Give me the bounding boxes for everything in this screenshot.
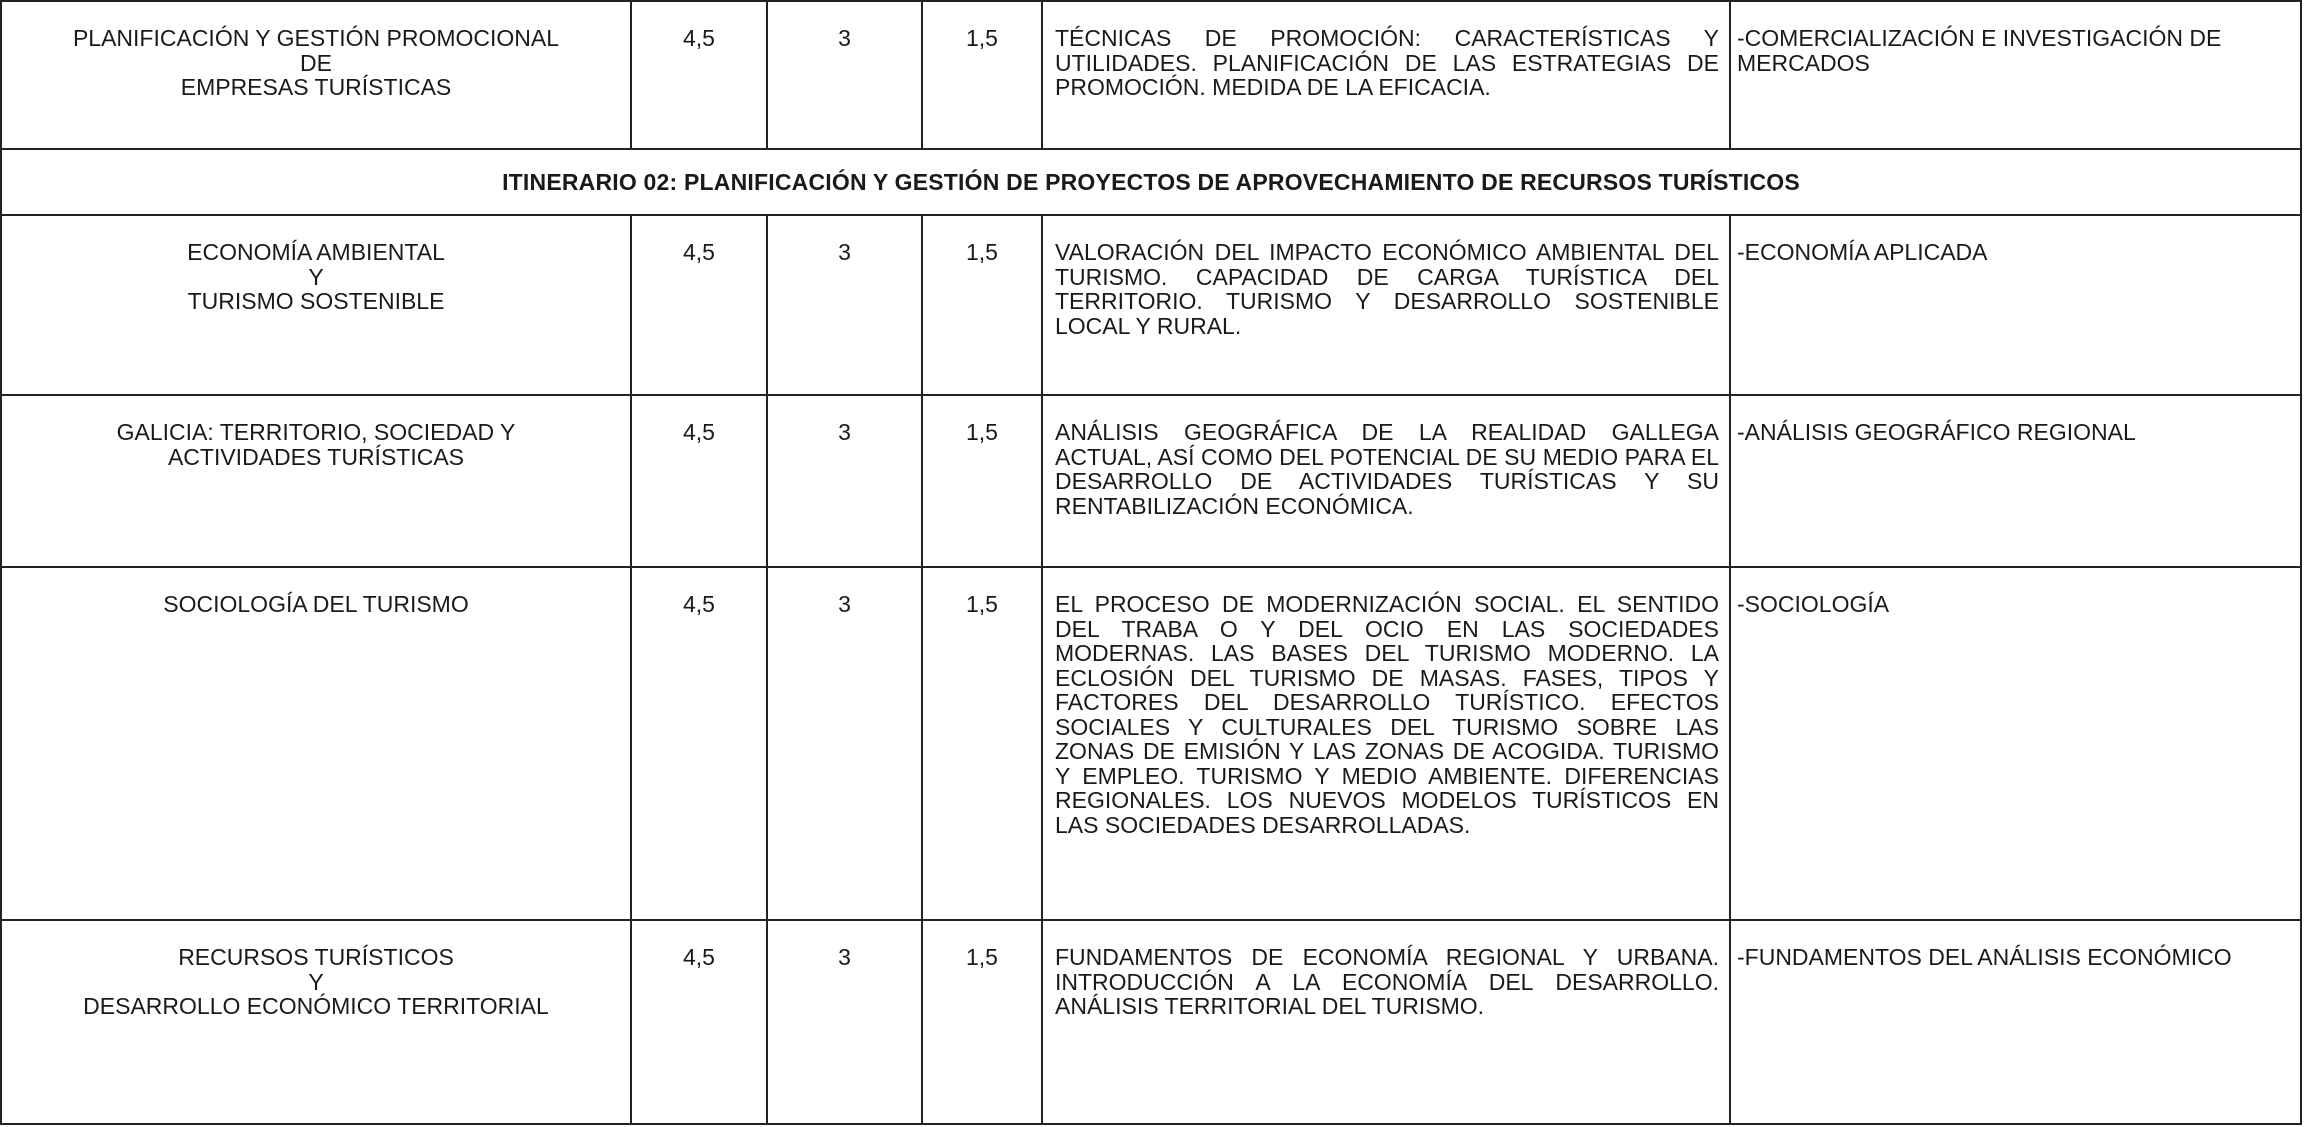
subject-name-line: TURISMO SOSTENIBLE: [187, 288, 445, 314]
credits-theory: 3: [838, 591, 851, 617]
subject-description: FUNDAMENTOS DE ECONOMÍA REGIONAL Y URBANA. INTRODUCCIÓN A LA ECONOMÍA DEL DESARROLLO. ANÁLISIS TERRITORIAL DEL TURISMO.: [1055, 944, 1719, 1019]
credits-theory-cell: [767, 215, 922, 395]
subject-name-line: Y: [308, 968, 324, 995]
credits-theory: 3: [838, 25, 851, 51]
knowledge-area-cell: [1730, 920, 2301, 1124]
credits-practice-cell: [922, 920, 1042, 1124]
credits-theory-cell: [767, 920, 922, 1124]
itinerary-row: [1, 149, 2301, 215]
subject-name-line: ACTIVIDADES TURÍSTICAS: [167, 443, 465, 470]
credits-total-cell: [631, 215, 767, 395]
credits-total: 4,5: [683, 239, 715, 265]
credits-practice: 1,5: [966, 239, 998, 265]
subject-name-line: RECURSOS TURÍSTICOS: [178, 944, 454, 970]
credits-practice-cell: [922, 215, 1042, 395]
knowledge-area-cell: [1730, 567, 2301, 920]
knowledge-area: -FUNDAMENTOS DEL ANÁLISIS ECONÓMICO: [1737, 944, 2232, 970]
subject-description: ANÁLISIS GEOGRÁFICA DE LA REALIDAD GALLEGA ACTUAL, ASÍ COMO DEL POTENCIAL DE SU MEDIO PARA EL DESARROLLO DE ACTIVIDADES TURÍSTICAS Y SU RENTABILIZACIÓN ECONÓMICA.: [1055, 419, 1719, 519]
knowledge-area: -SOCIOLOGÍA: [1737, 591, 1890, 617]
itinerary-title: ITINERARIO 02: PLANIFICACIÓN Y GESTIÓN DE PROYECTOS DE APROVECHAMIENTO DE RECURSOS TURÍSTICOS: [1, 149, 2301, 215]
credits-total: 4,5: [683, 591, 715, 617]
credits-total-cell: [631, 395, 767, 567]
subject-name-line: EMPRESAS TURÍSTICAS: [180, 74, 452, 100]
subject-name-line: SOCIOLOGÍA DEL TURISMO: [163, 591, 469, 617]
credits-total-cell: [631, 567, 767, 920]
knowledge-area-cell: [1730, 215, 2301, 395]
subject-name-cell: [1, 1, 631, 149]
description-cell: [1042, 567, 1730, 920]
credits-total-cell: [631, 1, 767, 149]
table-row: [1, 920, 2301, 1124]
knowledge-area: -ANÁLISIS GEOGRÁFICO REGIONAL: [1737, 419, 2136, 445]
knowledge-area: -ECONOMÍA APLICADA: [1737, 239, 1988, 265]
subject-name-line: ECONOMÍA AMBIENTAL: [187, 239, 445, 265]
credits-theory-cell: [767, 567, 922, 920]
subject-name-cell: [1, 215, 631, 395]
table-row: [1, 395, 2301, 567]
subject-description: EL PROCESO DE MODERNIZACIÓN SOCIAL. EL SENTIDO DEL TRABA O Y DEL OCIO EN LAS SOCIEDADES MODERNAS. LAS BASES DEL TURISMO MODERNO. LA ECLOSIÓN DEL TURISMO DE MASAS. FASES, TIPOS Y FACTORES DEL DESARROLLO TURÍSTICO. EFECTOS SOCIALES Y CULTURALES DEL TURISMO SOBRE LAS ZONAS DE EMISIÓN Y LAS ZONAS DE ACOGIDA. TURISMO Y EMPLEO. TURISMO Y MEDIO AMBIENTE. DIFERENCIAS REGIONALES. LOS NUEVOS MODELOS TURÍSTICOS EN LAS SOCIEDADES DESARROLLADAS.: [1055, 591, 1719, 838]
credits-total: 4,5: [683, 25, 715, 51]
knowledge-area-cell: [1730, 1, 2301, 149]
credits-total: 4,5: [683, 419, 715, 445]
knowledge-area: -COMERCIALIZACIÓN E INVESTIGACIÓN DE MERCADOS: [1737, 25, 2222, 76]
credits-practice: 1,5: [966, 25, 998, 51]
description-cell: [1042, 395, 1730, 567]
subject-name-line: DESARROLLO ECONÓMICO TERRITORIAL: [83, 993, 549, 1019]
subject-name-cell: [1, 567, 631, 920]
subject-name-line: DE: [300, 49, 332, 76]
credits-theory: 3: [838, 944, 851, 970]
credits-practice-cell: [922, 395, 1042, 567]
credits-theory: 3: [838, 239, 851, 265]
subject-description: VALORACIÓN DEL IMPACTO ECONÓMICO AMBIENTAL DEL TURISMO. CAPACIDAD DE CARGA TURÍSTICA DEL TERRITORIO. TURISMO Y DESARROLLO SOSTENIBLE LOCAL Y RURAL.: [1055, 239, 1719, 339]
credits-theory-cell: [767, 395, 922, 567]
subject-name-line: GALICIA: TERRITORIO, SOCIEDAD Y: [116, 419, 516, 445]
table-row: [1, 1, 2301, 149]
credits-theory-cell: [767, 1, 922, 149]
credits-practice-cell: [922, 1, 1042, 149]
credits-practice: 1,5: [966, 419, 998, 445]
subject-name-line: PLANIFICACIÓN Y GESTIÓN PROMOCIONAL: [72, 25, 560, 51]
description-cell: [1042, 215, 1730, 395]
table-row: [1, 567, 2301, 920]
description-cell: [1042, 920, 1730, 1124]
table-row: [1, 215, 2301, 395]
credits-total-cell: [631, 920, 767, 1124]
credits-total: 4,5: [683, 944, 715, 970]
credits-practice-cell: [922, 567, 1042, 920]
subject-name-cell: [1, 920, 631, 1124]
description-cell: [1042, 1, 1730, 149]
knowledge-area-cell: [1730, 395, 2301, 567]
credits-practice: 1,5: [966, 591, 998, 617]
credits-theory: 3: [838, 419, 851, 445]
subject-name-line: Y: [308, 263, 324, 290]
credits-practice: 1,5: [966, 944, 998, 970]
subject-description: TÉCNICAS DE PROMOCIÓN: CARACTERÍSTICAS Y UTILIDADES. PLANIFICACIÓN DE LAS ESTRATEGIAS DE PROMOCIÓN. MEDIDA DE LA EFICACIA.: [1055, 25, 1719, 100]
subject-name-cell: [1, 395, 631, 567]
